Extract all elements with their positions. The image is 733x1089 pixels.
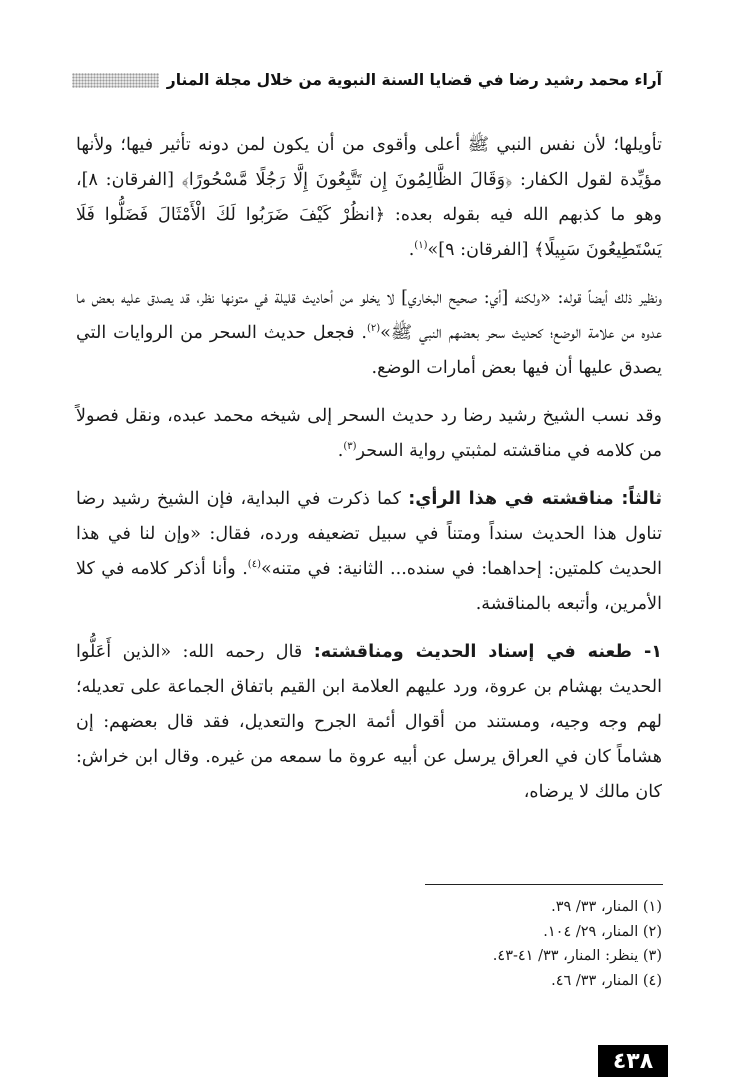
footnote-separator [425, 884, 663, 885]
running-header-title: آراء محمد رشيد رضا في قضايا السنة النبوية من خلال مجلة المنار [166, 71, 662, 89]
main-text [76, 128, 662, 823]
paragraph-text: . [337, 441, 344, 461]
paragraph [76, 399, 662, 469]
paragraph-text: . [408, 240, 415, 260]
paragraph-text: . فجعل حديث السحر من الروايات التي يصدق عليها أن فيها بعض أمارات الوضع. [76, 323, 662, 378]
subsection-heading: ١- طعنه في إسناد الحديث ومناقشته: [313, 642, 663, 662]
footnote-ref: (٤) [247, 559, 261, 571]
footnote-ref: (١) [414, 240, 428, 252]
footnotes [76, 895, 662, 993]
footnote-ref: (٣) [343, 441, 357, 453]
paragraph-text: تأويلها؛ لأن نفس النبي ﷺ أعلى وأقوى من أن يكون لمن دونه تأثير فيها؛ ولأنها مؤيِّدة لقول الكفار: ﴿وَقَالَ الظَّالِمُونَ إِن تَتَّبِعُونَ إِلَّا رَجُلًا مَّسْحُورًا﴾ [الفرقان: ٨]، وهو ما كذبهم الله فيه بقوله بعده: ﴿انظُرْ كَيْفَ ضَرَبُوا لَكَ الْأَمْثَالَ فَضَلُّوا فَلَا يَسْتَطِيعُونَ سَبِيلًا﴾ [الفرقان: ٩]» [76, 135, 662, 260]
page-number: ٤٣٨ [598, 1045, 668, 1077]
footnote: (٣) ينظر: المنار، ٣٣/ ٤١-٤٣. [492, 948, 662, 964]
footnote: (٤) المنار، ٣٣/ ٤٦. [551, 972, 662, 989]
footnote: (٢) المنار، ٢٩/ ١٠٤. [543, 923, 662, 940]
paragraph [76, 128, 662, 268]
paragraph [76, 281, 662, 386]
running-header [72, 64, 662, 96]
section-heading: ثالثاً: مناقشته في هذا الرأي: [408, 489, 662, 509]
paragraph [76, 482, 662, 622]
paragraph [76, 635, 662, 810]
paragraph-text: . وأنا أذكر كلامه في كلا الأمرين، وأتبعه بالمناقشة. [76, 559, 662, 614]
footnote-ref: (٢) [366, 323, 381, 335]
header-decorative-bar [72, 73, 159, 88]
footnote: (١) المنار، ٣٣/ ٣٩. [551, 899, 662, 915]
paragraph-text: كما ذكرت في البداية، فإن الشيخ رشيد رضا تناول هذا الحديث سنداً ومتناً في سبيل تضعيفه ورده، فقال: «وإن لنا في هذا الحديث كلمتين: إحداهما: في سنده... الثانية: في متنه» [76, 489, 662, 579]
paragraph-text: ونظير ذلك أيضاً قوله: «ولكنه [أي: صحيح البخاري] لا يخلو من أحاديث قليلة في متونها نظر، قد يصدق عليه بعض ما عدوه من علامة الوضع؛ كحديث سحر بعضهم النبي ﷺ» [76, 288, 662, 343]
paragraph-text: وقد نسب الشيخ رشيد رضا رد حديث السحر إلى شيخه محمد عبده، ونقل فصولاً من كلامه في مناقشته لمثبتي رواية السحر [76, 406, 662, 461]
paragraph-text: قال رحمه الله: «الذين أَعَلُّوا الحديث بهشام بن عروة، ورد عليهم العلامة ابن القيم باتفاق الجماعة على تعديله؛ لهم وجه وجيه، ومستند من أقوال أئمة الجرح والتعديل، فقد قال بعضهم: إن هشاماً كان في العراق يرسل عن أبيه عروة ما سمعه من غيره. وقال ابن خراش: كان مالك لا يرضاه، [76, 642, 662, 802]
